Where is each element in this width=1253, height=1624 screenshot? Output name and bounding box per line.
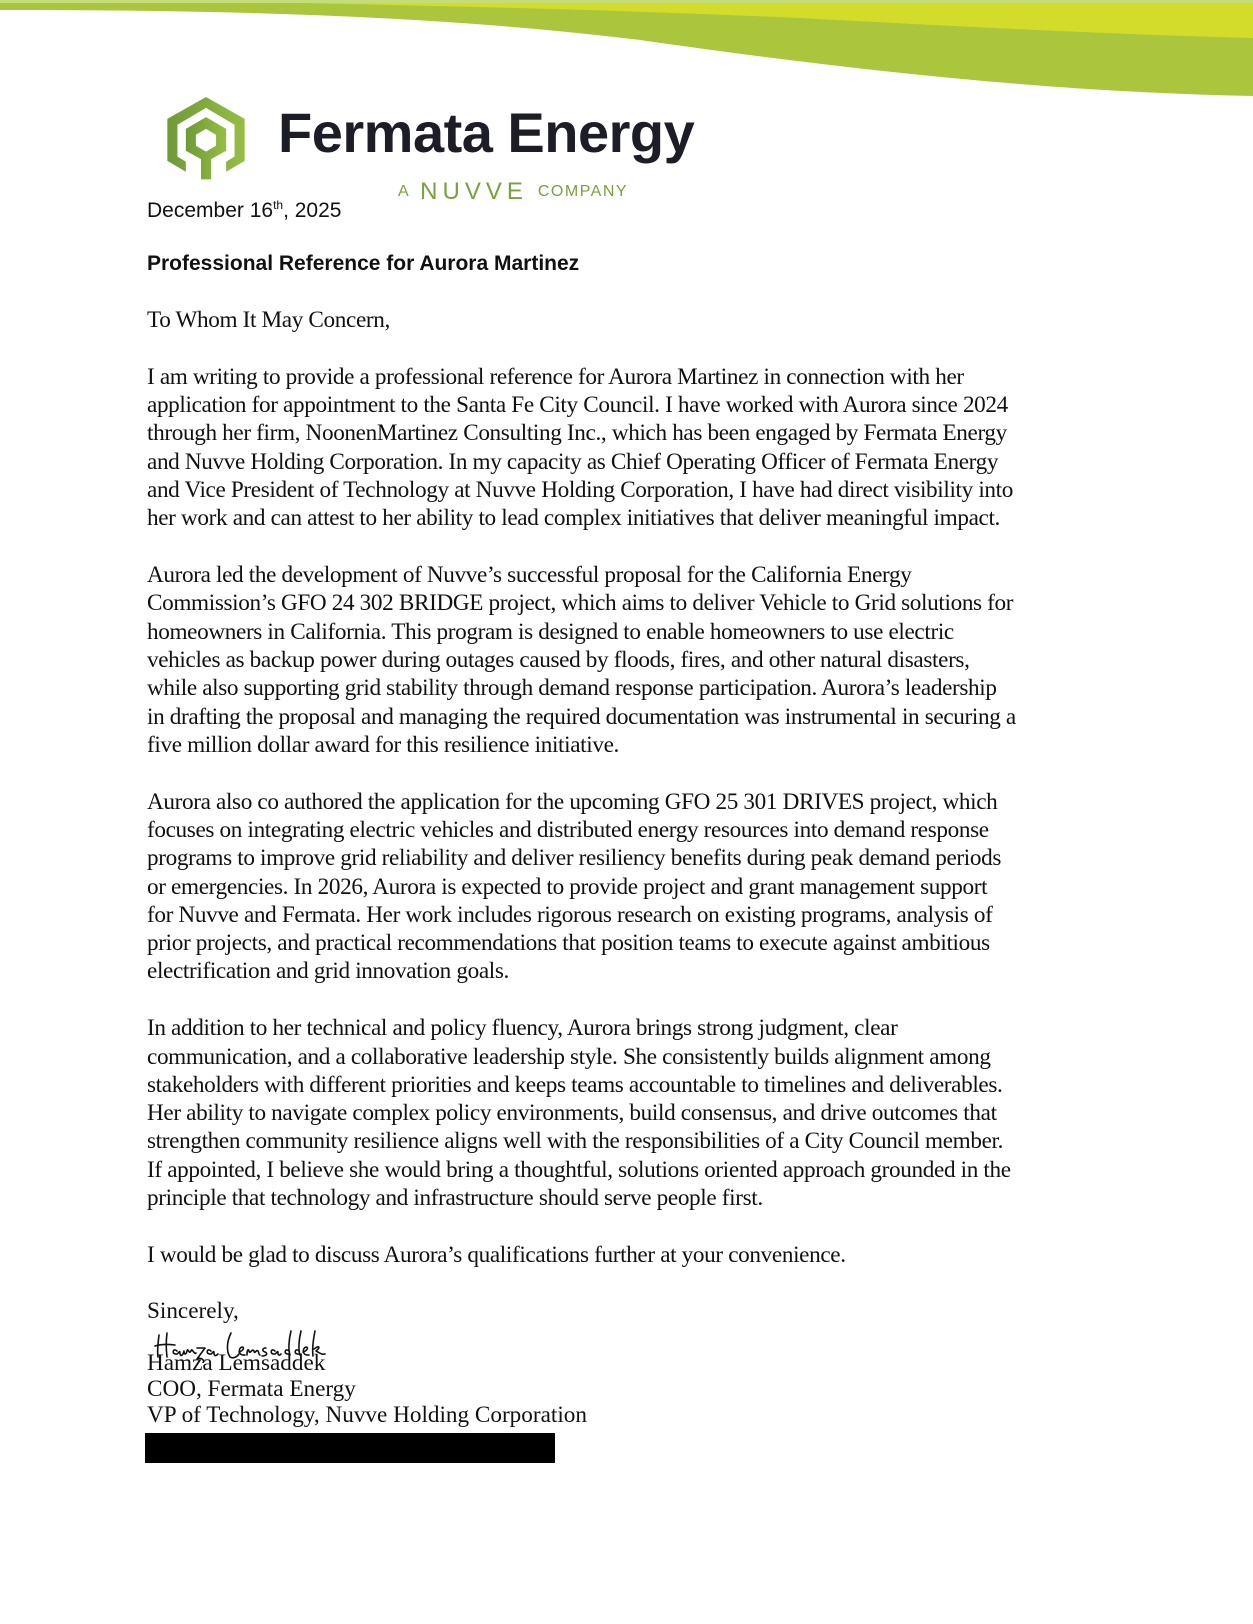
tagline-suffix: COMPANY	[537, 183, 629, 200]
salutation: To Whom It May Concern,	[147, 307, 390, 333]
tagline-prefix: A	[398, 183, 411, 200]
paragraph-line: stakeholders with different priorities and keeps teams accountable to timelines and deliverables.	[147, 1071, 1003, 1098]
company-logo	[164, 95, 248, 183]
parent-company-tagline	[398, 178, 628, 206]
paragraph-line: I would be glad to discuss Aurora’s qualifications further at your convenience.	[147, 1241, 846, 1268]
paragraph-line: and Vice President of Technology at Nuvve Holding Corporation, I have had direct visibility into	[147, 476, 1014, 503]
paragraph-line: programs to improve grid reliability and deliver resiliency benefits during peak demand periods	[147, 845, 1002, 872]
body-paragraph-2	[147, 561, 1107, 759]
paragraph-line: for Nuvve and Fermata. Her work includes rigorous research on existing programs, analysis of	[147, 901, 993, 928]
paragraph-line: and Nuvve Holding Corporation. In my capacity as Chief Operating Officer of Fermata Energy	[147, 448, 999, 475]
paragraph-line: strengthen community resilience aligns well with the responsibilities of a City Council member.	[147, 1128, 1004, 1155]
letter-date	[147, 199, 341, 223]
body-paragraph-5	[147, 1241, 1107, 1269]
body-paragraph-1	[147, 363, 1107, 533]
paragraph-line: in drafting the proposal and managing the required documentation was instrumental in securing a	[147, 703, 1016, 730]
paragraph-line: prior projects, and practical recommendations that position teams to execute against ambitious	[147, 930, 990, 957]
company-name: Fermata Energy	[278, 101, 695, 164]
redacted-contact-info	[145, 1433, 555, 1463]
letter-body	[147, 306, 1107, 1298]
date-ordinal: th	[273, 198, 284, 212]
paragraph-line: five million dollar award for this resilience initiative.	[147, 731, 619, 758]
paragraph-line: application for appointment to the Santa Fe City Council. I have worked with Aurora since 2024	[147, 392, 1008, 419]
fermata-hexagon-logo-icon	[164, 95, 248, 183]
signer-name: Hamza Lemsaddek	[147, 1350, 326, 1376]
paragraph-line: principle that technology and infrastructure should serve people first.	[147, 1185, 763, 1212]
paragraph-line: communication, and a collaborative leadership style. She consistently builds alignment among	[147, 1043, 991, 1070]
signature-block	[147, 1297, 587, 1428]
paragraph-line: Her ability to navigate complex policy environments, build consensus, and drive outcomes that	[147, 1100, 997, 1127]
signer-title-fermata: COO, Fermata Energy	[147, 1376, 356, 1402]
paragraph-line: her work and can attest to her ability to lead complex initiatives that deliver meaningful impact.	[147, 505, 1000, 532]
paragraph-line: Aurora also co authored the application for the upcoming GFO 25 301 DRIVES project, which	[147, 788, 998, 815]
paragraph-line: In addition to her technical and policy fluency, Aurora brings strong judgment, clear	[147, 1015, 898, 1042]
letter-subject: Professional Reference for Aurora Martinez	[147, 252, 580, 275]
nuvve-wordmark: NUVVE	[420, 178, 528, 205]
paragraph-line: Commission’s GFO 24 302 BRIDGE project, which aims to deliver Vehicle to Grid solutions for	[147, 590, 1014, 617]
paragraph-line: Aurora led the development of Nuvve’s successful proposal for the California Energy	[147, 562, 912, 589]
paragraph-line: homeowners in California. This program is designed to enable homeowners to use electric	[147, 618, 954, 645]
signer-details	[147, 1350, 587, 1428]
paragraph-line: electrification and grid innovation goals.	[147, 958, 509, 985]
body-paragraph-3	[147, 788, 1107, 986]
body-paragraph-4	[147, 1014, 1107, 1212]
header-wave-banner	[0, 0, 1253, 100]
paragraph-line: focuses on integrating electric vehicles and distributed energy resources into demand response	[147, 816, 989, 843]
signer-title-nuvve: VP of Technology, Nuvve Holding Corporation	[147, 1402, 587, 1428]
paragraph-line: If appointed, I believe she would bring a thoughtful, solutions oriented approach grounded in the	[147, 1156, 1011, 1183]
paragraph-line: or emergencies. In 2026, Aurora is expected to provide project and grant management support	[147, 873, 988, 900]
paragraph-line: while also supporting grid stability through demand response participation. Aurora’s leadership	[147, 675, 997, 702]
date-year: , 2025	[283, 199, 342, 222]
valediction: Sincerely,	[147, 1298, 239, 1324]
paragraph-line: vehicles as backup power during outages caused by floods, fires, and other natural disasters,	[147, 646, 970, 673]
paragraph-line: through her firm, NoonenMartinez Consulting Inc., which has been engaged by Fermata Energy	[147, 420, 1007, 447]
paragraph-line: I am writing to provide a professional reference for Aurora Martinez in connection with her	[147, 363, 964, 390]
date-month-day: December 16	[147, 199, 274, 222]
